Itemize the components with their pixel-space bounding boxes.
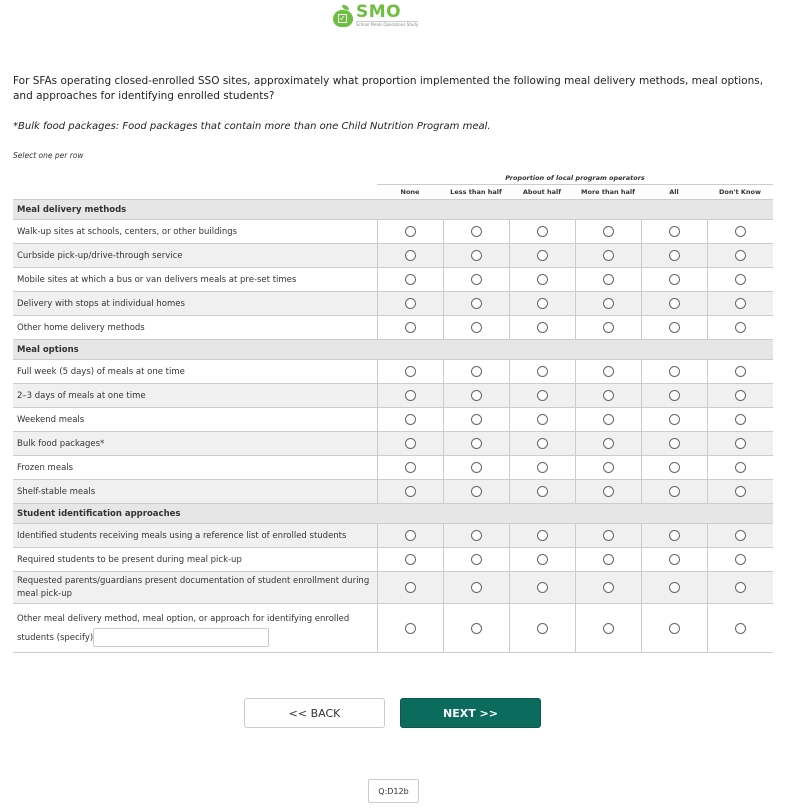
radio-option[interactable] [669,438,680,449]
question-id-badge: Q:D12b [368,779,419,803]
radio-option[interactable] [735,438,746,449]
row-label: Curbside pick-up/drive-through service [13,244,377,268]
section-header-row [13,504,773,524]
radio-cell [641,360,707,384]
radio-option[interactable] [471,274,482,285]
radio-option[interactable] [603,486,614,497]
row-label: Bulk food packages* [13,432,377,456]
radio-cell [575,524,641,548]
radio-cell [641,480,707,504]
radio-cell [509,268,575,292]
radio-option[interactable] [603,414,614,425]
radio-cell [377,316,443,340]
radio-option[interactable] [603,623,614,634]
other-row-label: Other meal delivery method, meal option, or approach for identifying enrolled students (specify) [17,613,350,643]
radio-option[interactable] [405,582,416,593]
radio-option[interactable] [405,322,416,333]
radio-cell [707,572,773,604]
row-label [13,604,377,653]
radio-option[interactable] [603,250,614,261]
radio-cell [509,384,575,408]
radio-option[interactable] [471,438,482,449]
radio-option[interactable] [405,250,416,261]
radio-cell [443,524,509,548]
radio-option[interactable] [603,298,614,309]
radio-option[interactable] [669,250,680,261]
radio-option[interactable] [669,554,680,565]
radio-option[interactable] [471,582,482,593]
radio-option[interactable] [669,322,680,333]
radio-option[interactable] [405,554,416,565]
radio-cell [377,480,443,504]
radio-cell [575,292,641,316]
section-header-row [13,200,773,220]
radio-option[interactable] [405,298,416,309]
radio-cell [641,220,707,244]
section-header-row [13,340,773,360]
radio-cell [443,548,509,572]
radio-option[interactable] [537,462,548,473]
radio-option[interactable] [537,390,548,401]
radio-option[interactable] [537,322,548,333]
column-header: All [641,185,707,200]
radio-cell [641,456,707,480]
column-header: Less than half [443,185,509,200]
radio-cell [443,432,509,456]
radio-cell [509,316,575,340]
radio-option[interactable] [603,366,614,377]
radio-option[interactable] [603,274,614,285]
radio-cell [509,220,575,244]
radio-option[interactable] [669,298,680,309]
radio-cell [575,220,641,244]
radio-option[interactable] [471,250,482,261]
radio-cell [707,292,773,316]
radio-option[interactable] [669,462,680,473]
radio-option[interactable] [537,414,548,425]
radio-cell [575,548,641,572]
radio-cell [443,316,509,340]
radio-option[interactable] [603,226,614,237]
radio-option[interactable] [537,274,548,285]
smo-logo [333,4,418,28]
radio-option[interactable] [669,530,680,541]
radio-option[interactable] [405,274,416,285]
apple-checkbox-icon: ✓ [333,5,353,27]
radio-cell [707,456,773,480]
row-label: Shelf-stable meals [13,480,377,504]
radio-cell [443,384,509,408]
radio-cell [707,480,773,504]
radio-cell [377,408,443,432]
radio-cell [509,480,575,504]
row-label: Identified students receiving meals using a reference list of enrolled students [13,524,377,548]
radio-option[interactable] [537,438,548,449]
radio-cell [641,524,707,548]
table-row [13,244,773,268]
radio-cell [575,408,641,432]
radio-option[interactable] [537,366,548,377]
column-header: More than half [575,185,641,200]
radio-cell [707,360,773,384]
radio-option[interactable] [735,486,746,497]
row-label: Other home delivery methods [13,316,377,340]
row-label: Weekend meals [13,408,377,432]
radio-option[interactable] [405,438,416,449]
radio-cell [707,524,773,548]
group-header: Proportion of local program operators [377,172,773,185]
row-label: Full week (5 days) of meals at one time [13,360,377,384]
table-row [13,292,773,316]
radio-cell [575,244,641,268]
radio-cell [509,244,575,268]
back-button[interactable]: << BACK [244,698,385,728]
radio-cell [377,244,443,268]
response-grid [13,172,773,653]
radio-cell [707,408,773,432]
radio-option[interactable] [603,554,614,565]
table-row [13,456,773,480]
radio-option[interactable] [471,623,482,634]
radio-cell [377,604,443,653]
radio-cell [707,604,773,653]
radio-cell [575,384,641,408]
radio-option[interactable] [735,322,746,333]
table-row [13,408,773,432]
radio-cell [509,524,575,548]
radio-cell [641,244,707,268]
radio-cell [641,408,707,432]
column-header: About half [509,185,575,200]
radio-cell [443,244,509,268]
radio-option[interactable] [735,274,746,285]
radio-cell [641,604,707,653]
radio-cell [575,604,641,653]
radio-cell [641,384,707,408]
radio-cell [509,572,575,604]
radio-option[interactable] [471,226,482,237]
instruction: Select one per row [13,151,84,160]
row-label: Required students to be present during meal pick-up [13,548,377,572]
radio-cell [377,292,443,316]
radio-option[interactable] [669,414,680,425]
radio-cell [377,572,443,604]
radio-cell [641,292,707,316]
radio-option[interactable] [603,462,614,473]
radio-cell [509,456,575,480]
radio-cell [707,268,773,292]
next-button[interactable]: NEXT >> [400,698,541,728]
radio-cell [377,548,443,572]
row-label: Delivery with stops at individual homes [13,292,377,316]
column-header: None [377,185,443,200]
radio-cell [377,268,443,292]
table-row [13,316,773,340]
radio-cell [707,384,773,408]
radio-option[interactable] [603,582,614,593]
definition-note: *Bulk food packages: Food packages that contain more than one Child Nutrition Program meal. [13,121,491,132]
table-row [13,572,773,604]
row-label: 2–3 days of meals at one time [13,384,377,408]
radio-option[interactable] [537,623,548,634]
radio-cell [509,292,575,316]
radio-option[interactable] [735,390,746,401]
radio-cell [377,220,443,244]
table-row [13,220,773,244]
radio-cell [509,408,575,432]
radio-cell [443,572,509,604]
radio-option[interactable] [537,582,548,593]
radio-option[interactable] [735,298,746,309]
radio-cell [509,604,575,653]
table-row [13,360,773,384]
table-row [13,384,773,408]
radio-cell [443,220,509,244]
radio-option[interactable] [603,322,614,333]
radio-cell [575,360,641,384]
radio-option[interactable] [735,554,746,565]
column-header: Don't Know [707,185,773,200]
radio-cell [443,292,509,316]
section-title: Student identification approaches [13,504,773,524]
logo-subtitle: School Meals Operations Study [356,22,419,27]
radio-cell [707,548,773,572]
radio-option[interactable] [735,582,746,593]
radio-cell [443,604,509,653]
radio-option[interactable] [735,623,746,634]
specify-input[interactable] [93,628,269,647]
radio-option[interactable] [603,390,614,401]
radio-option[interactable] [471,530,482,541]
row-label: Frozen meals [13,456,377,480]
radio-cell [575,268,641,292]
radio-cell [443,360,509,384]
radio-option[interactable] [405,462,416,473]
radio-cell [707,316,773,340]
radio-option[interactable] [471,390,482,401]
radio-option[interactable] [669,623,680,634]
radio-cell [641,548,707,572]
radio-cell [641,316,707,340]
radio-option[interactable] [735,366,746,377]
radio-cell [377,524,443,548]
radio-option[interactable] [405,226,416,237]
radio-option[interactable] [735,414,746,425]
table-row [13,268,773,292]
table-row [13,432,773,456]
radio-cell [575,432,641,456]
radio-option[interactable] [471,298,482,309]
table-row [13,548,773,572]
radio-cell [377,384,443,408]
section-title: Meal options [13,340,773,360]
radio-option[interactable] [405,366,416,377]
radio-option[interactable] [669,390,680,401]
question-text: For SFAs operating closed-enrolled SSO sites, approximately what proportion implemented the following meal delivery methods, meal options, and approaches for identifying enrolled students? [13,75,764,102]
radio-cell [707,244,773,268]
radio-option[interactable] [405,486,416,497]
radio-cell [575,480,641,504]
radio-option[interactable] [471,366,482,377]
radio-option[interactable] [471,486,482,497]
radio-option[interactable] [735,250,746,261]
radio-option[interactable] [669,366,680,377]
radio-option[interactable] [405,414,416,425]
radio-option[interactable] [735,462,746,473]
radio-option[interactable] [669,226,680,237]
radio-cell [443,268,509,292]
row-label: Walk-up sites at schools, centers, or other buildings [13,220,377,244]
radio-option[interactable] [735,530,746,541]
radio-option[interactable] [669,582,680,593]
radio-option[interactable] [537,486,548,497]
radio-cell [509,432,575,456]
radio-cell [641,572,707,604]
radio-cell [641,268,707,292]
radio-cell [443,408,509,432]
radio-option[interactable] [603,530,614,541]
radio-cell [707,220,773,244]
radio-option[interactable] [735,226,746,237]
radio-option[interactable] [603,438,614,449]
radio-cell [509,360,575,384]
radio-option[interactable] [471,322,482,333]
table-row [13,480,773,504]
radio-option[interactable] [405,390,416,401]
radio-cell [377,456,443,480]
radio-cell [377,432,443,456]
radio-cell [575,316,641,340]
radio-option[interactable] [405,623,416,634]
radio-option[interactable] [471,414,482,425]
section-title: Meal delivery methods [13,200,773,220]
radio-option[interactable] [537,554,548,565]
radio-option[interactable] [537,530,548,541]
radio-option[interactable] [471,462,482,473]
radio-cell [377,360,443,384]
logo-title: SMO [356,2,402,22]
radio-cell [443,480,509,504]
radio-cell [509,548,575,572]
radio-option[interactable] [669,274,680,285]
radio-cell [443,456,509,480]
other-specify-row [13,604,773,653]
radio-option[interactable] [669,486,680,497]
radio-cell [575,572,641,604]
radio-option[interactable] [471,554,482,565]
radio-cell [707,432,773,456]
radio-option[interactable] [537,226,548,237]
radio-cell [641,432,707,456]
row-label: Requested parents/guardians present documentation of student enrollment during meal pick-up [13,572,377,604]
row-label: Mobile sites at which a bus or van delivers meals at pre-set times [13,268,377,292]
radio-cell [575,456,641,480]
radio-option[interactable] [537,250,548,261]
radio-option[interactable] [405,530,416,541]
radio-option[interactable] [537,298,548,309]
table-row [13,524,773,548]
